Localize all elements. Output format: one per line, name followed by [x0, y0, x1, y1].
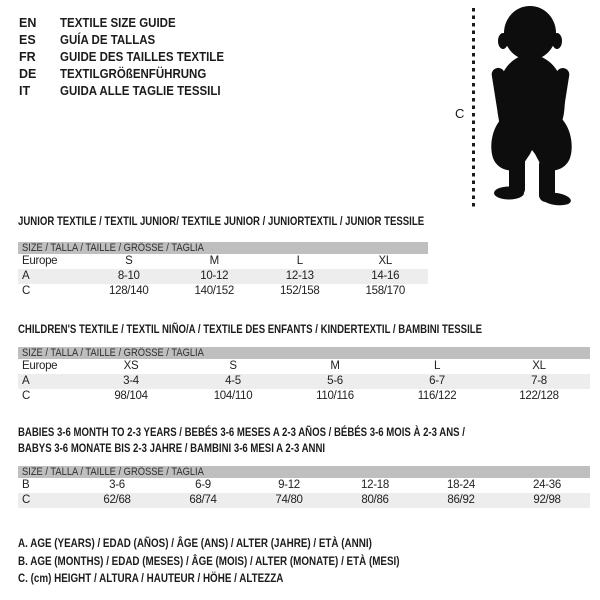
section-babies-textile: [18, 424, 590, 508]
table-header-band: [18, 466, 590, 478]
table-header-text: SIZE / TALLA / TAILLE / GRÖSSE / TAGLIA: [22, 242, 204, 254]
size-cell: L: [296, 255, 303, 267]
row-label: A: [18, 374, 80, 389]
table-row-europe: [18, 359, 590, 374]
language-row-de: [19, 66, 238, 83]
language-row-fr: [19, 49, 238, 66]
row-label: C: [18, 493, 74, 508]
row-label: Europe: [22, 360, 58, 372]
table-row-europe: [18, 254, 428, 269]
toddler-silhouette-icon: [479, 4, 583, 206]
section-title-line1: BABIES 3-6 MONTH TO 2-3 YEARS / BEBÉS 3-6 MESES A 2-3 AÑOS / BÉBÉS 3-6 MOIS À 2-3 ANS /: [18, 425, 465, 439]
size-cell: XL: [378, 255, 392, 267]
language-row-es: [19, 32, 238, 49]
legend: [18, 535, 483, 588]
size-cell: M: [330, 360, 340, 372]
size-cell: 3-4: [80, 374, 182, 389]
size-cell: 128/140: [109, 285, 149, 297]
legend-line-b: B. AGE (MONTHS) / EDAD (MESES) / ÂGE (MOIS) / ALTER (MONATE) / ETÀ (MESI): [18, 553, 400, 568]
height-measure-dashed-line: [472, 8, 475, 208]
size-cell: 10-12: [172, 269, 258, 284]
language-label: TEXTILE SIZE GUIDE: [60, 16, 176, 30]
size-cell: 24-36: [533, 479, 561, 491]
language-label: GUIDE DES TAILLES TEXTILE: [60, 50, 225, 64]
row-label: A: [18, 269, 86, 284]
size-cell: 4-5: [182, 374, 284, 389]
size-cell: 8-10: [86, 269, 172, 284]
size-cell: XL: [532, 360, 546, 372]
size-cell: 86/92: [418, 493, 504, 508]
size-cell: S: [229, 360, 237, 372]
babies-size-table: [18, 466, 590, 508]
table-header-band: [18, 242, 428, 254]
table-row-height: [18, 284, 428, 299]
size-cell: 110/116: [316, 390, 354, 402]
language-label: GUÍA DE TALLAS: [60, 33, 156, 47]
size-cell: 92/98: [504, 493, 590, 508]
section-title-line2: BABYS 3-6 MONATE BIS 2-3 JAHRE / BAMBINI 3-6 MESI A 2-3 ANNI: [18, 441, 326, 455]
table-header-text: SIZE / TALLA / TAILLE / GRÖSSE / TAGLIA: [22, 347, 204, 359]
size-cell: 140/152: [194, 285, 234, 297]
language-label: GUIDA ALLE TAGLIE TESSILI: [60, 84, 221, 98]
section-childrens-textile: [18, 322, 590, 404]
table-header-row: [18, 466, 590, 478]
size-cell: 3-6: [109, 479, 125, 491]
size-cell: 98/104: [114, 390, 148, 402]
size-cell: 14-16: [343, 269, 429, 284]
table-row-age: [18, 374, 590, 389]
size-cell: 6-7: [386, 374, 488, 389]
row-label: Europe: [22, 255, 58, 267]
size-cell: 116/122: [417, 390, 457, 402]
size-cell: 5-6: [284, 374, 386, 389]
childrens-size-table: [18, 347, 590, 404]
legend-line-c: C. (cm) HEIGHT / ALTURA / HAUTEUR / HÖHE / ALTEZZA: [18, 571, 284, 585]
language-code: EN: [19, 16, 37, 30]
table-row-age: [18, 269, 428, 284]
size-cell: 122/128: [519, 390, 559, 402]
size-cell: 12-13: [257, 269, 343, 284]
table-header-row: [18, 242, 428, 254]
legend-line-a: A. AGE (YEARS) / EDAD (AÑOS) / ÂGE (ANS) / ALTER (JAHRE) / ETÀ (ANNI): [18, 536, 372, 550]
language-list: [19, 15, 238, 100]
size-cell: 80/86: [332, 493, 418, 508]
size-cell: 18-24: [447, 479, 475, 491]
size-cell: 104/110: [213, 390, 253, 402]
size-cell: 9-12: [278, 479, 300, 491]
section-title: CHILDREN'S TEXTILE / TEXTIL NIÑO/A / TEXTILE DES ENFANTS / KINDERTEXTIL / BAMBINI TESSILE: [18, 322, 483, 336]
height-measure-label: C: [455, 106, 465, 121]
language-code: ES: [19, 33, 36, 47]
table-header-band: [18, 347, 590, 359]
language-row-en: [19, 15, 238, 32]
table-header-text: SIZE / TALLA / TAILLE / GRÖSSE / TAGLIA: [22, 466, 204, 478]
row-label: C: [22, 390, 31, 402]
table-row-months: [18, 478, 590, 493]
size-cell: S: [125, 255, 133, 267]
size-cell: XS: [123, 360, 139, 372]
section-title: JUNIOR TEXTILE / TEXTIL JUNIOR/ TEXTILE JUNIOR / JUNIORTEXTIL / JUNIOR TESSILE: [18, 214, 425, 228]
table-row-height: [18, 493, 590, 508]
size-cell: 7-8: [488, 374, 590, 389]
size-cell: M: [209, 255, 219, 267]
language-code: DE: [19, 67, 37, 81]
size-cell: 74/80: [246, 493, 332, 508]
size-cell: 62/68: [74, 493, 160, 508]
size-cell: 12-18: [361, 479, 389, 491]
language-code: FR: [19, 50, 36, 64]
row-label: C: [22, 285, 31, 297]
language-code: IT: [19, 84, 31, 98]
table-header-row: [18, 347, 590, 359]
size-cell: 68/74: [160, 493, 246, 508]
size-cell: 152/158: [280, 285, 320, 297]
language-row-it: [19, 83, 238, 100]
row-label: B: [22, 479, 30, 491]
size-cell: 6-9: [195, 479, 211, 491]
language-label: TEXTILGRÖßENFÜHRUNG: [60, 67, 207, 81]
junior-size-table: [18, 242, 428, 299]
table-row-height: [18, 389, 590, 404]
size-cell: 158/170: [365, 285, 405, 297]
section-junior-textile: [18, 214, 428, 299]
size-cell: L: [433, 360, 441, 372]
